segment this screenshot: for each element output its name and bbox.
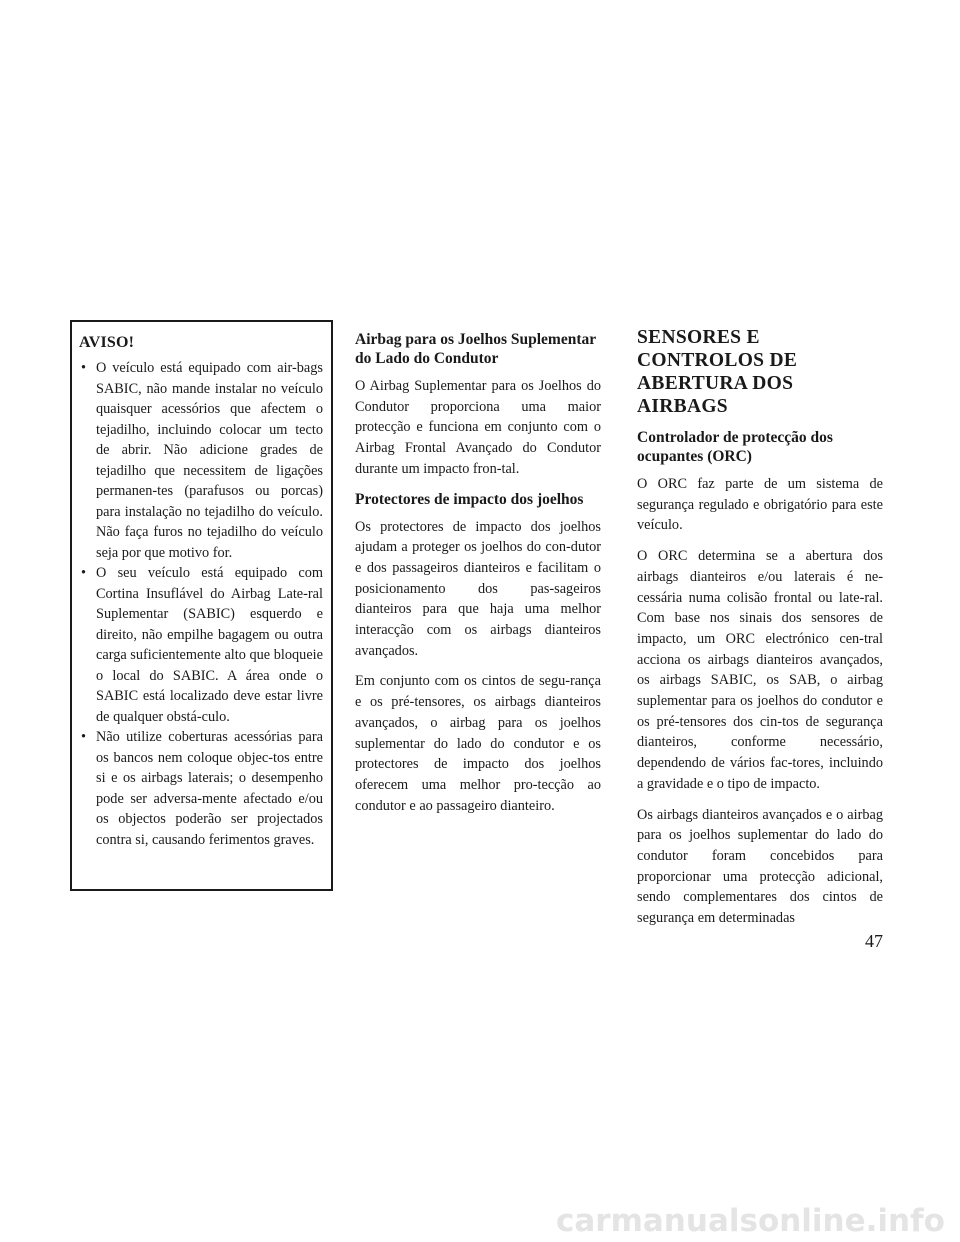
orc-paragraph-3: Os airbags dianteiros avançados e o airbag para os joelhos suplementar do lado do condutor foram concebidos para proporcionar uma protecção adicional, sendo complementares dos cintos de segurança em determinadas <box>637 806 883 927</box>
orc-paragraph-2: O ORC determina se a abertura dos airbags dianteiros e/ou laterais é ne-cessária numa colisão frontal ou late-ral. Com base nos sinais dos sensores de impacto, um ORC electrónico cen-tral acciona os airbags dianteiros avançados, os airbags SABIC, os SAB, o airbag suplementar para os joelhos do condutor e os pré-tensores dos cin-tos de segurança dianteiros, conforme necessário, dependendo de vários fac-tores, incluindo a gravidade e o tipo de impacto. <box>637 548 883 792</box>
orc-paragraph-1: O ORC faz parte de um sistema de segurança regulado e obrigatório para este veículo. <box>637 476 883 534</box>
warning-item-cargo: • O seu veículo está equipado com Cortina Insuflável do Airbag Late-ral Suplementar (SABIC) esquerdo e direito, não empilhe bagagem ou outra carga suficientemente alto que bloqueie o local do SABIC. A área onde o SABIC está localizado deve estar livre de qualquer obstá-culo. <box>79 563 323 727</box>
section-heading: SENSORES E CONTROLOS DE ABERTURA DOS AIRBAGS <box>637 327 798 417</box>
knee-bolster-paragraph: Os protectores de impacto dos joelhos ajudam a proteger os joelhos do con-dutor e dos passageiros dianteiros e facilitam o posicionamento dos pas-sageiros dianteiros para que haja uma melhor interacção com os airbags dianteiros avançados. <box>355 518 601 659</box>
right-column <box>637 326 883 939</box>
knee-airbag-paragraph: O Airbag Suplementar para os Joelhos do Condutor proporciona uma maior protecção e funciona em conjunto com o Airbag Frontal Avançado do Condutor durante um impacto fron-tal. <box>355 378 601 477</box>
orc-heading: Controlador de protecção dos ocupantes (ORC) <box>637 429 833 465</box>
knee-airbag-heading: Airbag para os Joelhos Suplementar do Lado do Condutor <box>355 331 596 367</box>
knee-bolster-heading: Protectores de impacto dos joelhos <box>355 490 584 508</box>
warning-title: AVISO! <box>79 334 135 351</box>
middle-column <box>355 330 601 826</box>
warning-list <box>79 358 323 850</box>
warning-box <box>70 320 333 891</box>
warning-item-roof: • O veículo está equipado com air-bags SABIC, não mande instalar no veículo quaisquer acessórios que afectem o tejadilho, incluindo colocar um tecto de abrir. Não adicione grades de tejadilho que necessitem de ligações permanen-tes (parafusos ou porcas) para instalação no tejadilho do veículo. Não faça furos no tejadilho do veículo seja por que motivo for. <box>79 358 323 563</box>
warning-item-seat-covers: • Não utilize coberturas acessórias para os bancos nem coloque objec-tos entre si e os airbags laterais; o desempenho pode ser adversa-mente afectado e/ou os objectos poderão ser projectados contra si, causando ferimentos graves. <box>79 727 323 850</box>
combined-protection-paragraph: Em conjunto com os cintos de segu-rança e os pré-tensores, os airbags dianteiros avançados, o airbag para os joelhos suplementar do lado do condutor e os protectores de impacto dos joelhos oferecem uma melhor pro-tecção ao condutor e ao passageiro dianteiro. <box>355 673 601 814</box>
watermark: carmanualsonline.info <box>556 1203 945 1239</box>
page-number: 47 <box>865 931 883 951</box>
